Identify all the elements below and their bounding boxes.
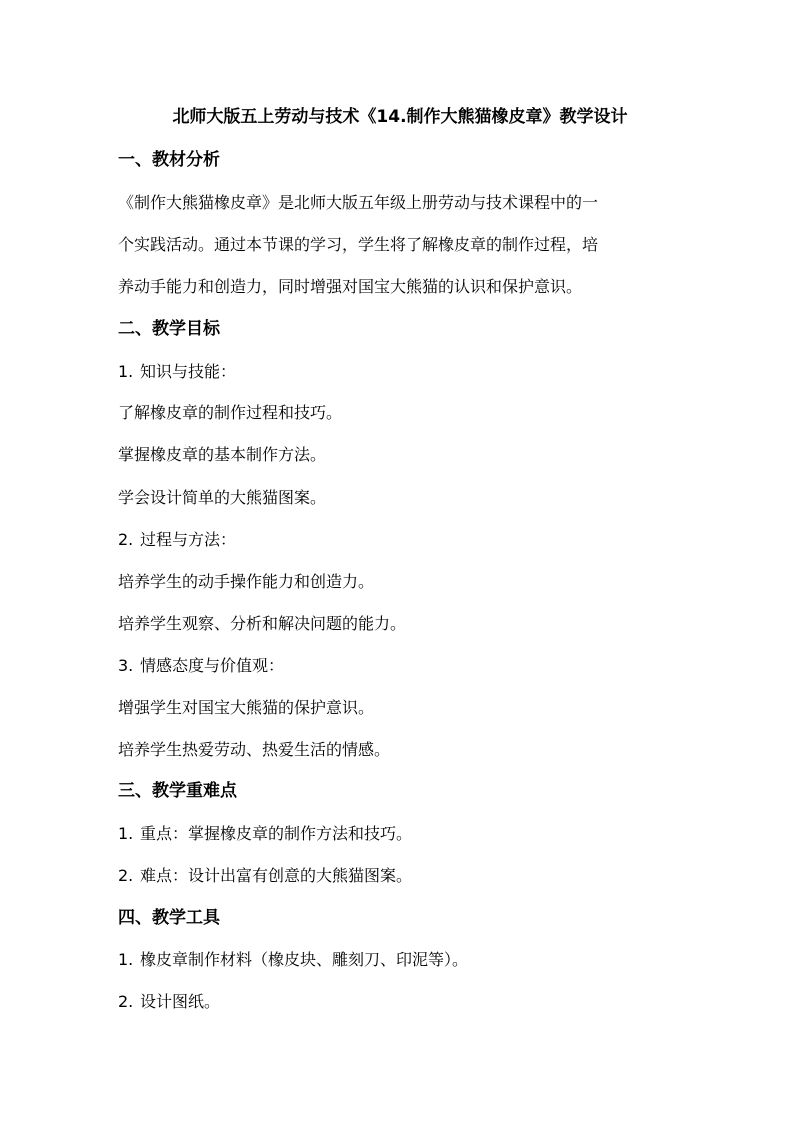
list-item: [118, 822, 412, 846]
list-item: 了解橡皮章的制作过程和技巧。: [118, 403, 343, 422]
list-number: 1.: [118, 950, 134, 969]
list-number: 1.: [118, 362, 134, 381]
list-item: 掌握橡皮章的基本制作方法。: [118, 445, 327, 464]
goal-label-knowledge: [118, 360, 236, 384]
list-item: 培养学生热爱劳动、热爱生活的情感。: [118, 740, 391, 759]
document-title: 北师大版五上劳动与技术《14.制作大熊猫橡皮章》教学设计: [172, 107, 628, 127]
list-item: [118, 948, 468, 972]
list-item: 增强学生对国宝大熊猫的保护意识。: [118, 698, 375, 717]
paragraph-line: 养动手能力和创造力，同时增强对国宝大熊猫的认识和保护意识。: [118, 277, 583, 296]
list-item-text: 难点：设计出富有创意的大熊猫图案。: [140, 866, 413, 885]
section-heading-key-points: 三、教学重难点: [118, 781, 237, 801]
list-number: 3.: [118, 656, 134, 675]
list-item-text: 重点：掌握橡皮章的制作方法和技巧。: [140, 824, 413, 843]
goal-label-attitude: [118, 654, 284, 678]
list-number: 2.: [118, 530, 134, 549]
section-heading-teaching-goals: 二、教学目标: [118, 319, 220, 339]
list-number: 2.: [118, 992, 134, 1011]
paragraph-line: 《制作大熊猫橡皮章》是北师大版五年级上册劳动与技术课程中的一: [118, 193, 599, 212]
list-item: 培养学生的动手操作能力和创造力。: [118, 572, 375, 591]
section-heading-materials-analysis: 一、教材分析: [118, 150, 220, 170]
paragraph-line: 个实践活动。通过本节课的学习，学生将了解橡皮章的制作过程，培: [118, 235, 599, 254]
list-number: 1.: [118, 824, 134, 843]
goal-label-text: 知识与技能：: [140, 362, 237, 381]
list-item-text: 橡皮章制作材料（橡皮块、雕刻刀、印泥等）。: [140, 950, 469, 969]
section-heading-teaching-tools: 四、教学工具: [118, 908, 220, 928]
list-number: 2.: [118, 866, 134, 885]
goal-label-text: 过程与方法：: [140, 530, 237, 549]
list-item: 培养学生观察、分析和解决问题的能力。: [118, 614, 407, 633]
list-item: [118, 864, 412, 888]
goal-label-process: [118, 528, 236, 552]
goal-label-text: 情感态度与价值观：: [140, 656, 285, 675]
list-item: 学会设计简单的大熊猫图案。: [118, 488, 327, 507]
list-item-text: 设计图纸。: [140, 992, 221, 1011]
list-item: [118, 990, 220, 1014]
